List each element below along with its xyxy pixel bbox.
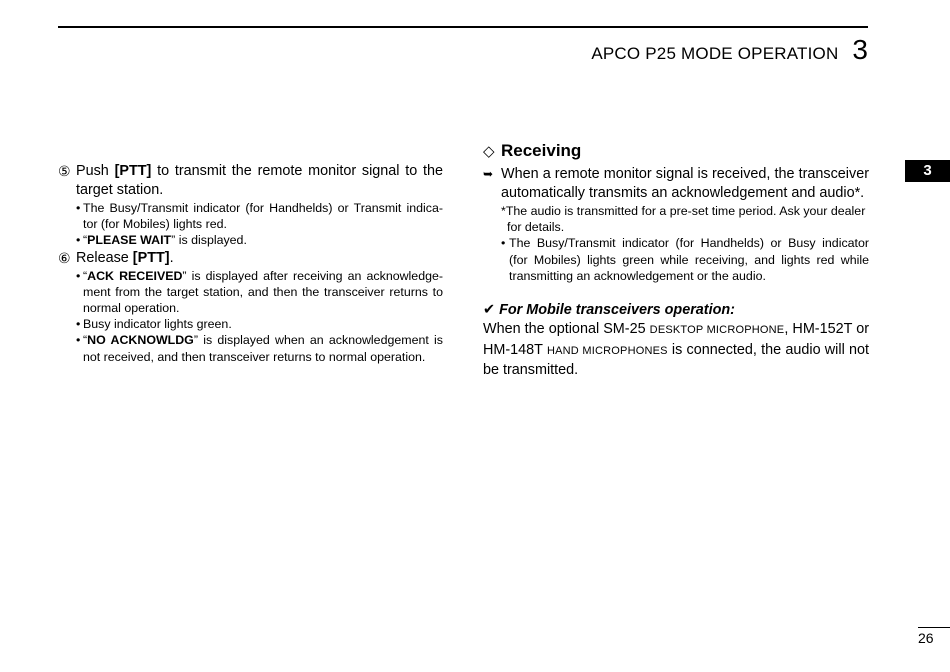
bullet-text: Busy indicator lights green. bbox=[83, 317, 232, 332]
bullet-text: “ bbox=[83, 233, 88, 248]
diamond-icon: ◇ bbox=[483, 143, 495, 160]
mobile-heading bbox=[483, 301, 869, 320]
para-text: When the optional SM-25 bbox=[483, 321, 650, 338]
bullet-text: The Busy/Transmit indicator (for Handhelds) or Transmit indica-tor (for Mobiles) lights red. bbox=[83, 201, 443, 232]
para-smallcaps: HAND MICROPHONES bbox=[546, 344, 668, 357]
footnote-line: for details. bbox=[507, 220, 565, 235]
header-chapter-number: 3 bbox=[852, 34, 868, 65]
footnote-line: *The audio is transmitted for a pre-set time period. Ask your dealer bbox=[501, 204, 866, 218]
receiving-item bbox=[483, 165, 869, 203]
step-text: to transmit the remote monitor signal to the target station. bbox=[76, 163, 444, 198]
display-message: PLEASE WAIT bbox=[87, 233, 172, 248]
bullet-text: ” is displayed. bbox=[171, 233, 247, 248]
bullet-text: “ bbox=[83, 268, 88, 283]
step-number: ⑥ bbox=[58, 249, 71, 266]
left-column bbox=[58, 140, 443, 365]
para-text: , HM-152T or HM-148T bbox=[483, 321, 870, 358]
step-6 bbox=[58, 249, 443, 268]
page-header bbox=[591, 34, 868, 66]
bullet-text: ” is displayed after receiving an acknowledge-ment from the target station, and then the transceiver returns to normal operation. bbox=[83, 268, 443, 316]
section-title: Receiving bbox=[501, 141, 582, 160]
mobile-heading-text: For Mobile transceivers operation: bbox=[499, 302, 735, 319]
step-number: ⑤ bbox=[58, 163, 71, 179]
page-number: 26 bbox=[918, 630, 934, 646]
bullet-item: • Busy indicator lights green. bbox=[76, 317, 232, 332]
checkmark-icon: ✔ bbox=[483, 302, 496, 319]
step-text: . bbox=[169, 249, 174, 266]
bullet-text: ” is displayed when an acknowledgement is not received, and then transceiver returns to normal operation. bbox=[83, 333, 443, 364]
step-5 bbox=[58, 162, 443, 200]
footer-rule bbox=[918, 627, 950, 628]
para-text: is connected, the audio will not be transmitted. bbox=[483, 341, 869, 379]
bullet-text: “ bbox=[83, 333, 88, 348]
para-smallcaps: DESKTOP MICROPHONE bbox=[649, 324, 785, 337]
bullet-item: • “ACK RECEIVED” is displayed after receiving an acknowledge-ment from the target station, and then the transceiver returns to normal operation. bbox=[76, 268, 443, 316]
ptt-key-label: [PTT] bbox=[132, 249, 170, 266]
bullet-item: • “NO ACKNOWLDG” is displayed when an acknowledgement is not received, and then transceiver returns to normal operation. bbox=[76, 333, 443, 364]
bullet-text: The Busy/Transmit indicator (for Handhelds) or Busy indicator (for Mobiles) lights green while receiving, and lights red while transmitting an acknowledgement or the audio. bbox=[509, 236, 869, 283]
mobile-paragraph bbox=[483, 320, 869, 381]
step-text: Push bbox=[76, 163, 115, 179]
display-message: NO ACKNOWLDG bbox=[87, 333, 194, 348]
ptt-key-label: [PTT] bbox=[114, 163, 152, 179]
header-title: APCO P25 MODE OPERATION bbox=[591, 44, 839, 63]
arrow-icon: ➥ bbox=[483, 167, 494, 181]
step-text: Release bbox=[76, 249, 133, 266]
chapter-tab: 3 bbox=[905, 160, 950, 182]
bullet-item: • The Busy/Transmit indicator (for Handhelds) or Transmit indica-tor (for Mobiles) lights red. bbox=[76, 201, 443, 232]
top-rule bbox=[58, 26, 868, 28]
bullet-item: • “PLEASE WAIT” is displayed. bbox=[76, 233, 247, 248]
section-heading-receiving bbox=[483, 140, 869, 163]
receiving-text: When a remote monitor signal is received, the transceiver automatically transmits an acknowledgement and audio*. bbox=[501, 166, 869, 201]
bullet-item: • The Busy/Transmit indicator (for Handhelds) or Busy indicator (for Mobiles) lights green while receiving, and lights red while transmitting an acknowledgement or the audio. bbox=[501, 236, 869, 283]
footnote bbox=[483, 203, 869, 235]
right-column bbox=[483, 140, 869, 381]
display-message: ACK RECEIVED bbox=[87, 268, 183, 283]
